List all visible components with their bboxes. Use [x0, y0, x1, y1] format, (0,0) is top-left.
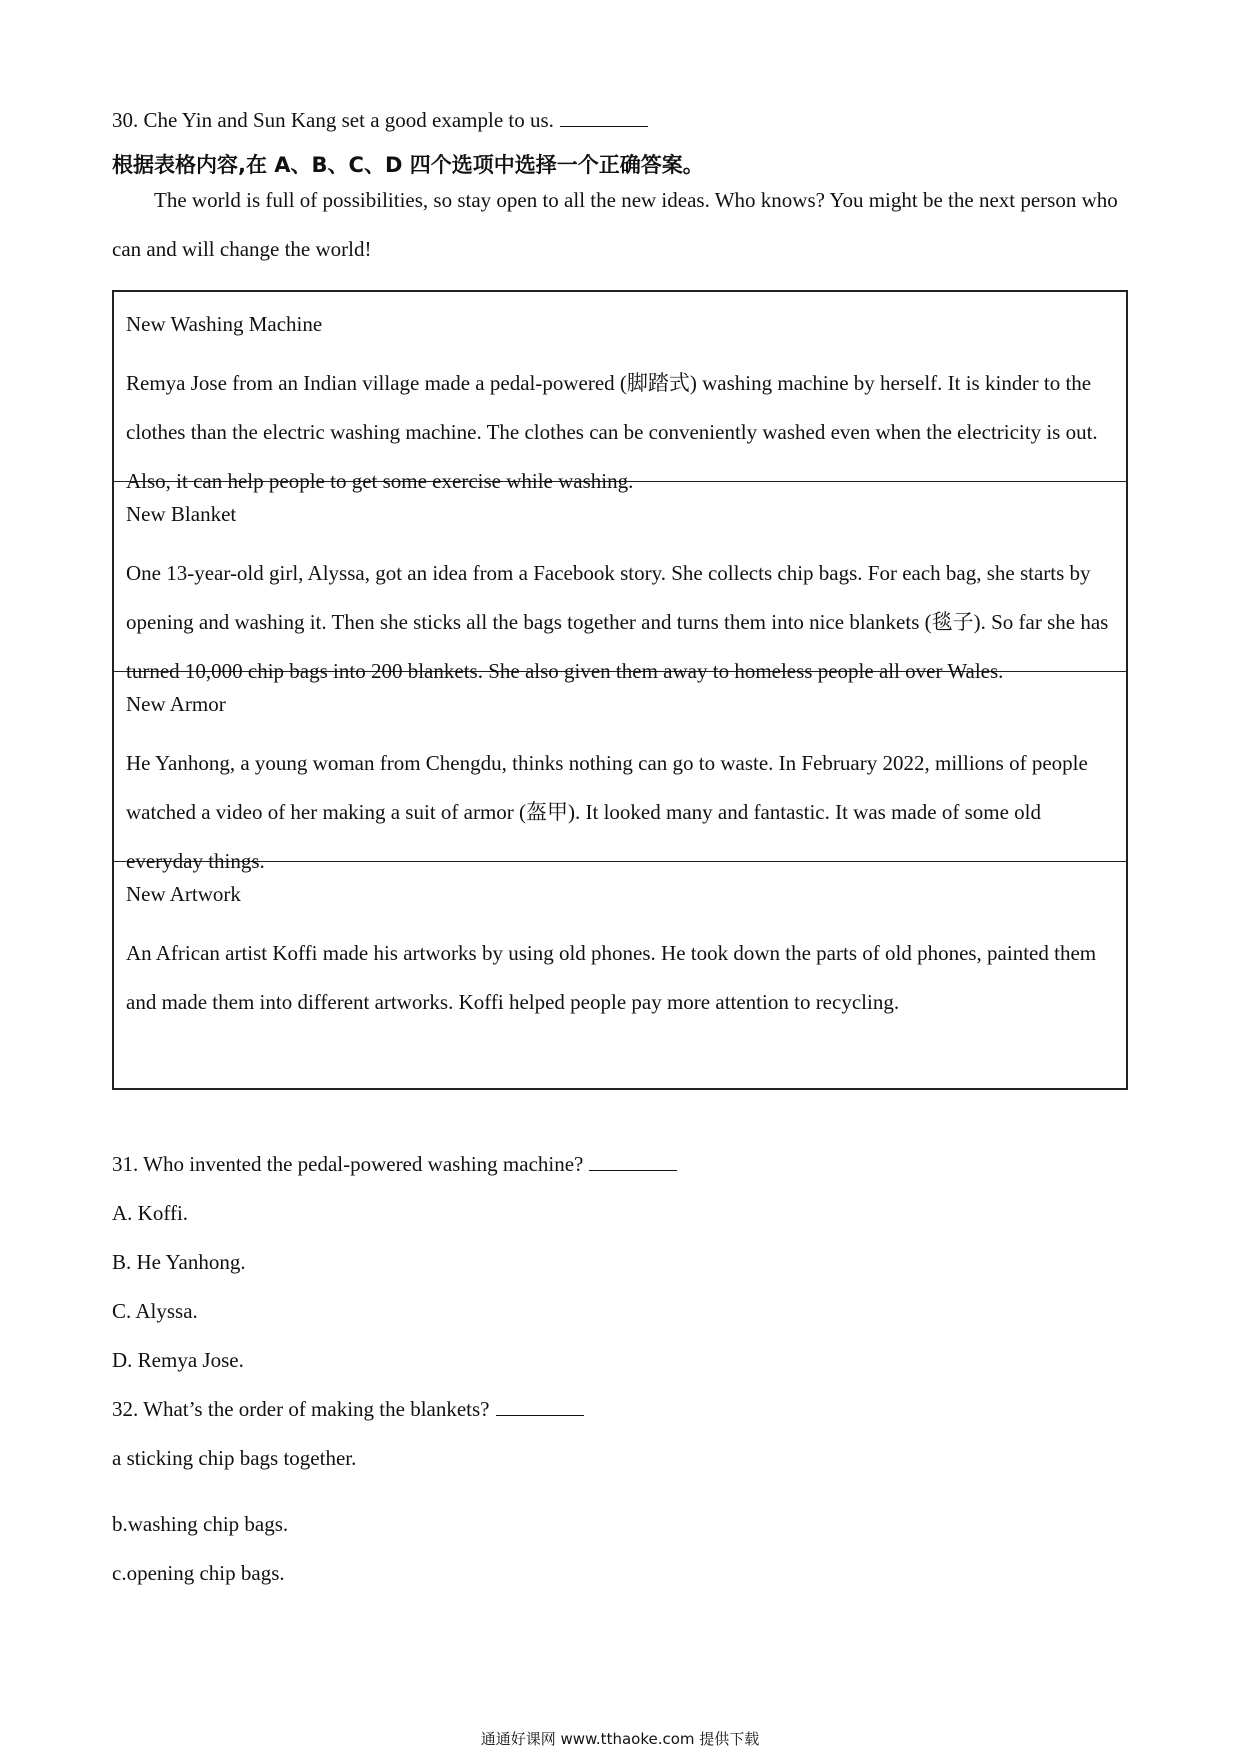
answer-blank: [589, 1152, 677, 1171]
question-32: [112, 1395, 584, 1423]
intro-paragraph: The world is full of possibilities, so stay open to all the new ideas. Who knows? You might be the next person who can and will change the world!: [112, 188, 1118, 261]
answer-blank: [560, 108, 648, 127]
question-32-text: 32. What’s the order of making the blankets?: [112, 1397, 490, 1421]
table-row: [114, 862, 1126, 1088]
question-30-text: 30. Che Yin and Sun Kang set a good example to us.: [112, 108, 554, 132]
row-body: An African artist Koffi made his artworks by using old phones. He took down the parts of old phones, painted them and made them into different artworks. Koffi helped people pay more attention to recycling.: [126, 941, 1097, 1014]
page-footer: 通通好课网 www.tthaoke.com 提供下载: [480, 1730, 760, 1748]
row-body: One 13-year-old girl, Alyssa, got an idea from a Facebook story. She collects chip bags. For each bag, she starts by opening and washing it. Then she sticks all the bags together and turns them into nice blankets (毯子). So far she has turned 10,000 chip bags into 200 blankets. She also given them away to homeless people all over Wales.: [126, 561, 1109, 683]
question-30: [112, 106, 648, 134]
row-body: He Yanhong, a young woman from Chengdu, thinks nothing can go to waste. In February 2022, millions of people watched a video of her making a suit of armor (盔甲). It looked many and fantastic. It was made of some old everyday things.: [126, 751, 1088, 873]
table-row: [114, 482, 1126, 683]
answer-blank: [496, 1397, 584, 1416]
row-title: New Blanket: [126, 502, 237, 526]
row-title: New Washing Machine: [126, 312, 323, 336]
row-title: New Artwork: [126, 882, 241, 906]
order-item-b: b.washing chip bags.: [112, 1512, 289, 1536]
inventions-table: [112, 290, 1128, 1090]
section-instruction: 根据表格内容,在 A、B、C、D 四个选项中选择一个正确答案。: [112, 153, 704, 177]
option-a: A. Koffi.: [112, 1201, 189, 1225]
option-c: C. Alyssa.: [112, 1299, 198, 1323]
option-d: D. Remya Jose.: [112, 1348, 244, 1372]
table-row: [114, 672, 1126, 873]
table-row: [114, 292, 1126, 493]
row-title: New Armor: [126, 692, 226, 716]
order-item-c: c.opening chip bags.: [112, 1561, 285, 1585]
question-31-text: 31. Who invented the pedal-powered washing machine?: [112, 1152, 584, 1176]
question-31: [112, 1150, 677, 1178]
row-body: Remya Jose from an Indian village made a pedal-powered (脚踏式) washing machine by herself. It is kinder to the clothes than the electric washing machine. The clothes can be conveniently washed even when the electricity is out. Also, it can help people to get some exercise while washing.: [126, 371, 1098, 493]
option-b: B. He Yanhong.: [112, 1250, 246, 1274]
order-item-a: a sticking chip bags together.: [112, 1446, 357, 1470]
